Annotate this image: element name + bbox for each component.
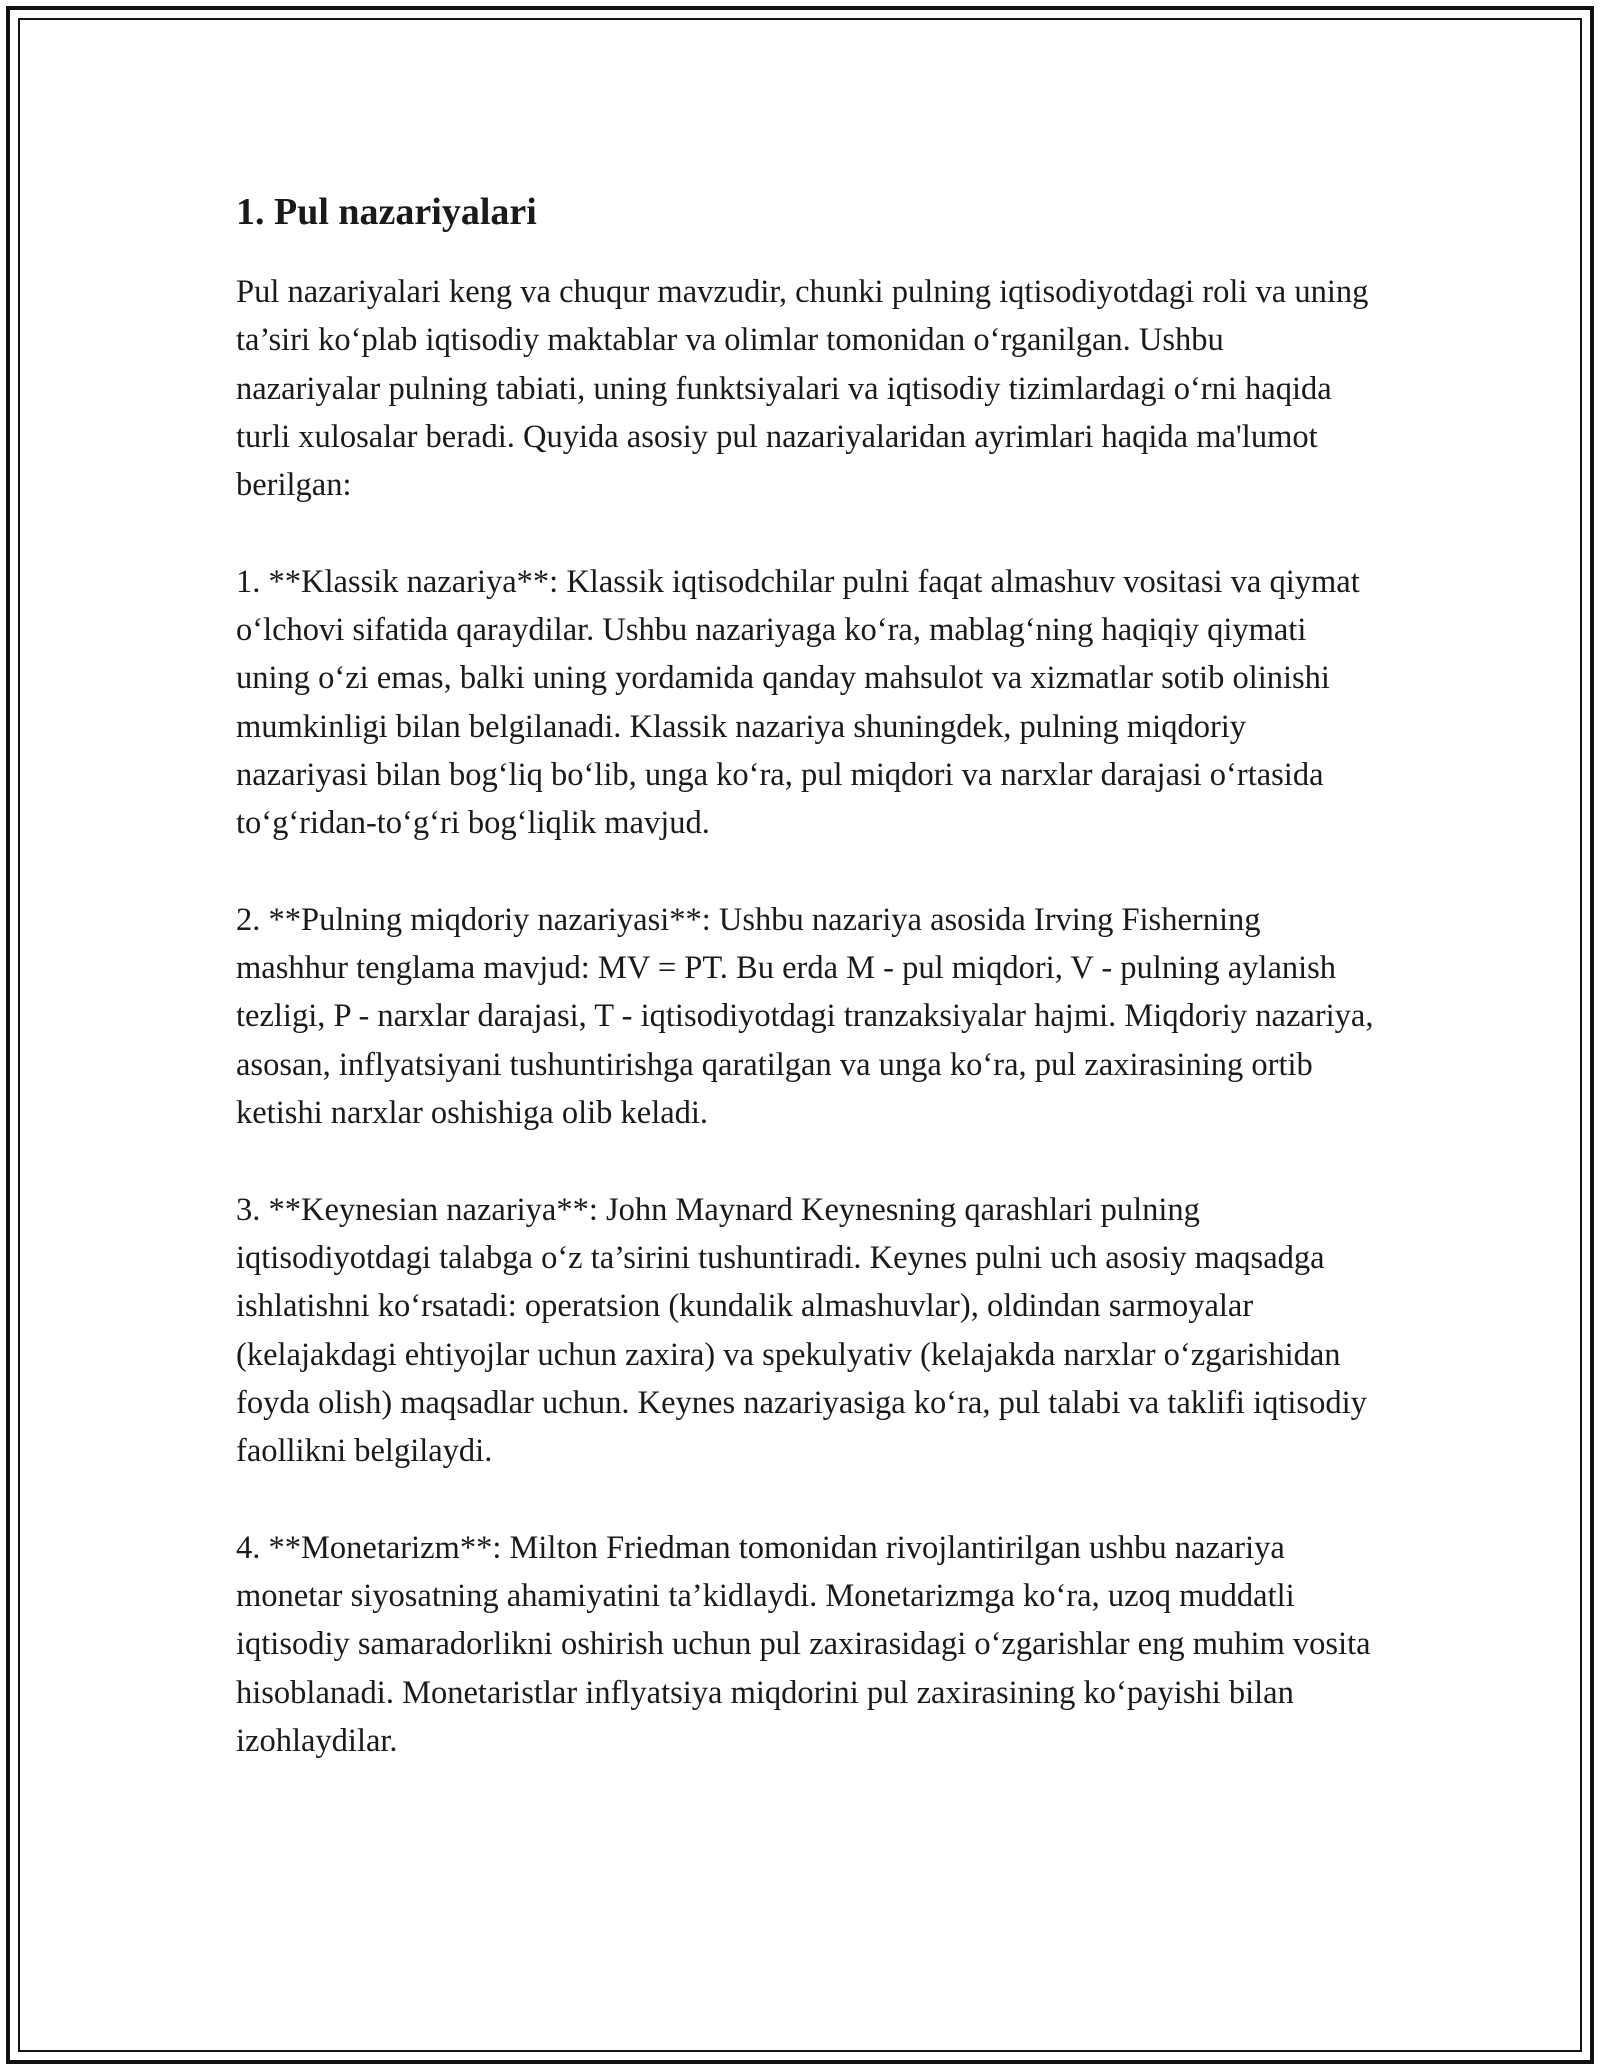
intro-paragraph: Pul nazariyalari keng va chuqur mavzudir, chunki pulning iqtisodiyotdagi roli va uning ta’siri ko‘plab iqtisodiy maktablar va olimlar tomonidan o‘rganilgan. Ushbu nazariyalar pulning tabiati, uning funktsiyalari va iqtisodiy tizimlardagi o‘rni haqida turli xulosalar beradi. Quyida asosiy pul nazariyalaridan ayrimlari haqida ma'lumot berilgan:	[236, 274, 1369, 504]
paragraph-quantity-theory: 2. **Pulning miqdoriy nazariyasi**: Ushbu nazariya asosida Irving Fisherning mashhur tenglama mavjud: MV = PT. Bu erda M - pul miqdori, V - pulning aylanish tezligi, P - narxlar darajasi, T - iqtisodiyotdagi tranzaksiyalar hajmi. Miqdoriy nazariya, asosan, inflyatsiyani tushuntirishga qaratilgan va unga ko‘ra, pul zaxirasining ortib ketishi narxlar oshishiga olib keladi.	[236, 901, 1374, 1132]
paragraph-classical-theory: 1. **Klassik nazariya**: Klassik iqtisodchilar pulni faqat almashuv vositasi va qiymat o‘lchovi sifatida qaraydilar. Ushbu nazariyaga ko‘ra, mablag‘ning haqiqiy qiymati uning o‘zi emas, balki uning yordamida qanday mahsulot va xizmatlar sotib olinishi mumkinligi bilan belgilanadi. Klassik nazariya shuningdek, pulning miqdoriy nazariyasi bilan bog‘liq bo‘lib, unga ko‘ra, pul miqdori va narxlar darajasi o‘rtasida to‘g‘ridan-to‘g‘ri bog‘liqlik mavjud.	[236, 563, 1360, 842]
paragraph-monetarism: 4. **Monetarizm**: Milton Friedman tomonidan rivojlantirilgan ushbu nazariya monetar siyosatning ahamiyatini ta’kidlaydi. Monetarizmga ko‘ra, uzoq muddatli iqtisodiy samaradorlikni oshirish uchun pul zaxirasidagi o‘zgarishlar eng muhim vosita hisoblanadi. Monetaristlar inflyatsiya miqdorini pul zaxirasining ko‘payishi bilan izohlaydilar.	[236, 1529, 1371, 1759]
paragraph-keynesian-theory: 3. **Keynesian nazariya**: John Maynard Keynesning qarashlari pulning iqtisodiyotdagi talabga o‘z ta’sirini tushuntiradi. Keynes pulni uch asosiy maqsadga ishlatishni ko‘rsatadi: operatsion (kundalik almashuvlar), oldindan sarmoyalar (kelajakdagi ehtiyojlar uchun zaxira) va spekulyativ (kelajakda narxlar o‘zgarishidan foyda olish) maqsadlar uchun. Keynes nazariyasiga ko‘ra, pul talabi va taklifi iqtisodiy faollikni belgilaydi.	[236, 1191, 1367, 1470]
document-title: 1. Pul nazariyalari	[236, 191, 537, 233]
document-body	[236, 184, 1376, 1814]
